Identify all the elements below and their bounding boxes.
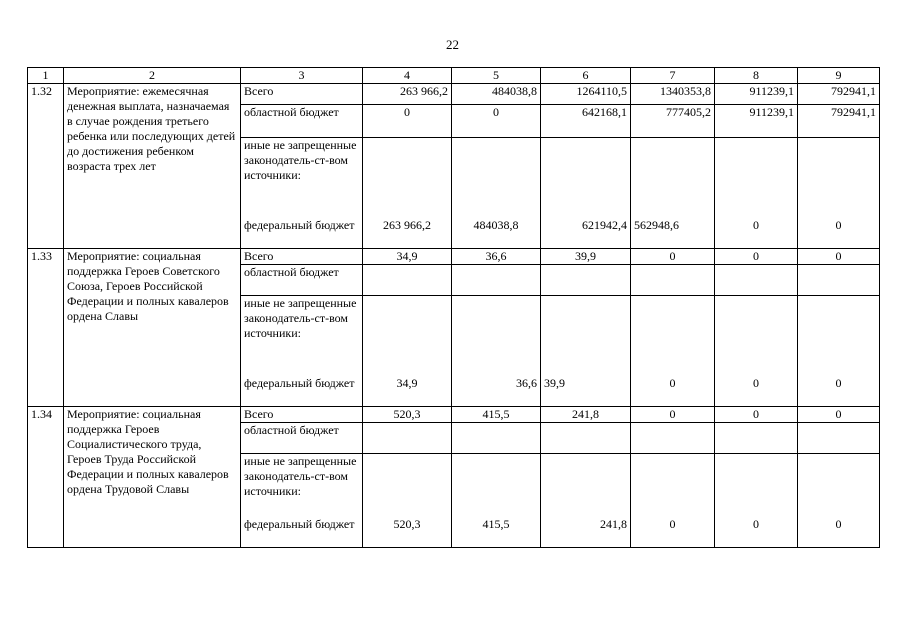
value-cell: 0 [631,517,715,548]
budget-table [27,67,880,548]
source-label: иные не запрещенные законодатель-ст-вом источники: [241,296,363,376]
value-cell: 562948,6 [631,218,715,249]
source-label: федеральный бюджет [241,517,363,548]
column-header: 5 [452,68,541,84]
value-cell: 792941,1 [798,105,880,138]
value-cell: 0 [631,249,715,265]
value-cell: 0 [631,376,715,407]
value-cell: 36,6 [452,376,541,407]
value-cell: 911239,1 [715,84,798,105]
value-cell: 0 [452,105,541,138]
value-cell: 39,9 [541,249,631,265]
value-cell: 0 [798,376,880,407]
row-number: 1.34 [28,407,64,548]
value-cell: 263 966,2 [363,218,452,249]
column-header: 6 [541,68,631,84]
page-number: 22 [446,37,459,52]
value-cell: 0 [798,407,880,423]
table-row [28,249,880,265]
value-cell: 241,8 [541,517,631,548]
value-cell: 484038,8 [452,218,541,249]
value-cell: 241,8 [541,407,631,423]
value-cell: 520,3 [363,517,452,548]
source-label: областной бюджет [241,265,363,296]
value-cell: 0 [798,218,880,249]
column-header: 4 [363,68,452,84]
value-cell: 621942,4 [541,218,631,249]
source-label: иные не запрещенные законодатель-ст-вом источники: [241,454,363,517]
source-label: федеральный бюджет [241,376,363,407]
source-label: Всего [241,249,363,265]
value-cell: 34,9 [363,249,452,265]
column-header: 3 [241,68,363,84]
value-cell: 1264110,5 [541,84,631,105]
value-cell: 39,9 [541,376,631,407]
value-cell: 792941,1 [798,84,880,105]
table-row [28,84,880,105]
value-cell: 0 [798,249,880,265]
column-header: 9 [798,68,880,84]
value-cell: 0 [631,407,715,423]
value-cell: 0 [715,376,798,407]
source-label: Всего [241,84,363,105]
activity-name: Мероприятие: социальная поддержка Героев Советского Союза, Героев Российской Федерации и полных кавалеров ордена Славы [64,249,241,407]
source-label: областной бюджет [241,105,363,138]
value-cell: 36,6 [452,249,541,265]
source-label: областной бюджет [241,423,363,454]
value-cell: 1340353,8 [631,84,715,105]
value-cell: 484038,8 [452,84,541,105]
source-label: федеральный бюджет [241,218,363,249]
row-number: 1.32 [28,84,64,249]
value-cell: 0 [363,105,452,138]
value-cell: 0 [715,249,798,265]
value-cell: 263 966,2 [363,84,452,105]
activity-name: Мероприятие: социальная поддержка Героев Социалистического труда, Героев Труда Российской Федерации и полных кавалеров ордена Трудовой Славы [64,407,241,548]
value-cell: 911239,1 [715,105,798,138]
row-number: 1.33 [28,249,64,407]
value-cell: 0 [798,517,880,548]
value-cell: 0 [715,517,798,548]
value-cell: 0 [715,407,798,423]
value-cell: 34,9 [363,376,452,407]
column-header: 8 [715,68,798,84]
activity-name: Мероприятие: ежемесячная денежная выплата, назначаемая в случае рождения третьего ребенка или последующих детей до достижения ребенком возраста трех лет [64,84,241,249]
value-cell: 642168,1 [541,105,631,138]
source-label: Всего [241,407,363,423]
table-row [28,407,880,423]
column-header: 7 [631,68,715,84]
source-label: иные не запрещенные законодатель-ст-вом источники: [241,138,363,218]
column-number-row [28,68,880,84]
value-cell: 415,5 [452,517,541,548]
column-header: 2 [64,68,241,84]
value-cell: 520,3 [363,407,452,423]
column-header: 1 [28,68,64,84]
value-cell: 777405,2 [631,105,715,138]
value-cell: 415,5 [452,407,541,423]
value-cell: 0 [715,218,798,249]
